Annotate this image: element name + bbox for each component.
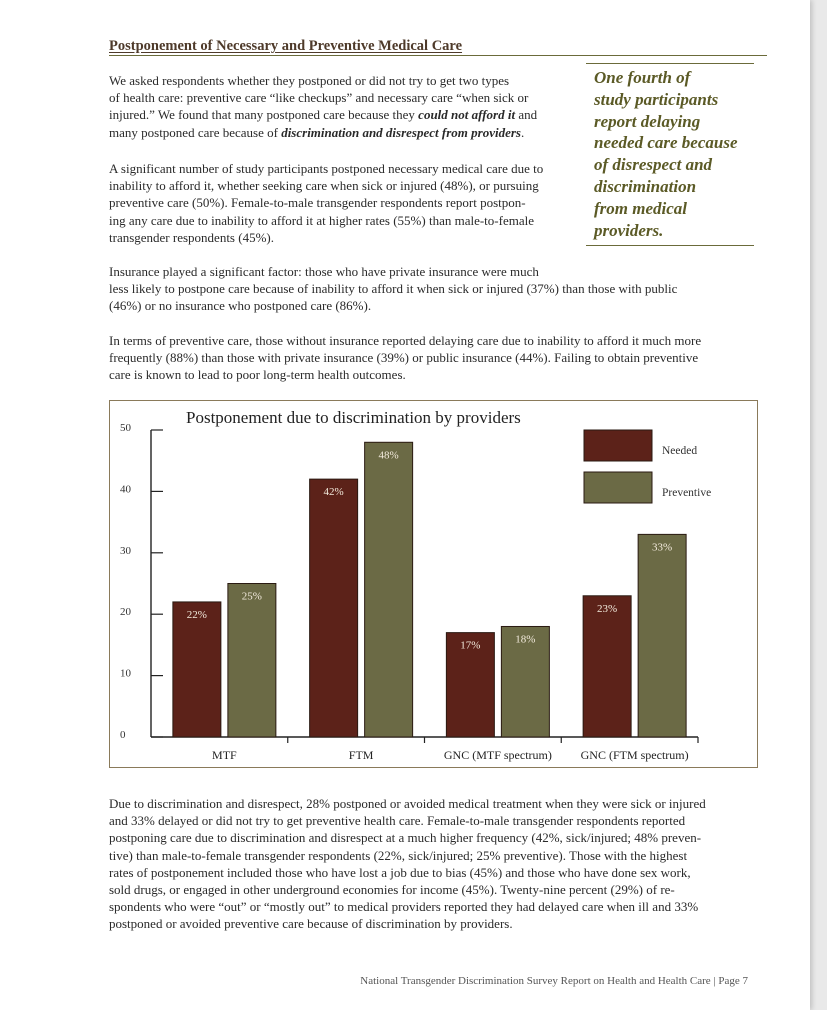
x-tick-label: GNC (FTM spectrum) bbox=[580, 748, 689, 762]
data-label: 25% bbox=[241, 590, 262, 603]
text-line: rates of postponement included those who have lost a job due to bias (45%) and those who have done sex work, bbox=[109, 864, 691, 880]
text-line: care is known to lead to poor long-term health outcomes. bbox=[109, 367, 406, 383]
text-line: tive) than male-to-female transgender respondents (22%, sick/injured; 25% preventive). Those with the highest bbox=[109, 847, 688, 863]
legend-label-needed: Needed bbox=[662, 445, 698, 457]
legend-swatch-needed bbox=[584, 430, 652, 461]
pull-quote-line: from medical bbox=[594, 198, 688, 218]
text-line: transgender respondents (45%). bbox=[109, 229, 274, 245]
paragraph-afford bbox=[109, 160, 579, 246]
text-line: We asked respondents whether they postponed or did not try to get two types bbox=[109, 73, 510, 88]
data-label: 42% bbox=[323, 486, 344, 499]
text-line: (46%) or no insurance who postponed care (86%). bbox=[109, 298, 372, 314]
page-footer: National Transgender Discrimination Survey Report on Health and Health Care | Page 7 bbox=[360, 975, 748, 987]
section-heading: Postponement of Necessary and Preventive Medical Care bbox=[109, 38, 463, 54]
y-tick-label: 40 bbox=[120, 483, 131, 496]
text-line: inability to afford it, whether seeking care when sick or injured (48%), or pursuing bbox=[109, 178, 539, 194]
pull-quote-line: One fourth of bbox=[594, 68, 691, 87]
paragraph-insurance bbox=[109, 263, 759, 315]
bar-needed bbox=[310, 479, 358, 737]
y-tick-label: 20 bbox=[120, 606, 131, 619]
paragraph-intro bbox=[109, 72, 579, 141]
text-line: Insurance played a significant factor: those who have private insurance were much bbox=[109, 264, 539, 279]
y-tick-label: 50 bbox=[120, 422, 131, 434]
x-tick-label: MTF bbox=[212, 748, 237, 762]
text-line: In terms of preventive care, those without insurance reported delaying care due to inability to afford it much more bbox=[109, 333, 702, 348]
text-line: frequently (88%) than those with private insurance (39%) or public insurance (44%). Failing to obtain preventive bbox=[109, 350, 699, 366]
emphasis-discrimination: discrimination and disrespect from providers bbox=[281, 124, 521, 140]
bar-preventive bbox=[638, 534, 686, 737]
text-line: preventive care (50%). Female-to-male transgender respondents report postpon- bbox=[109, 195, 526, 211]
text-line: spondents who were “out” or “mostly out” to medical providers reported they had delayed care when ill and 33% bbox=[109, 899, 699, 915]
y-tick-label: 30 bbox=[120, 544, 131, 557]
bar-preventive bbox=[365, 442, 413, 737]
data-label: 18% bbox=[515, 633, 536, 646]
pull-quote-line: report delaying bbox=[594, 111, 701, 131]
text-line: less likely to postpone care because of inability to afford it when sick or injured (37%) than those with public bbox=[109, 281, 678, 297]
bar-chart bbox=[109, 400, 758, 768]
x-tick-label: GNC (MTF spectrum) bbox=[443, 748, 552, 762]
text-line: Due to discrimination and disrespect, 28% postponed or avoided medical treatment when they were sick or injured bbox=[109, 796, 706, 811]
legend-label-preventive: Preventive bbox=[662, 487, 712, 499]
pull-quote bbox=[586, 63, 754, 246]
data-label: 33% bbox=[652, 541, 673, 554]
text-line: injured.” We found that many postponed care because they bbox=[109, 107, 419, 123]
bar-needed bbox=[583, 596, 631, 737]
text-line: A significant number of study participants postponed necessary medical care due to bbox=[109, 161, 544, 176]
x-tick-label: FTM bbox=[348, 748, 374, 762]
bar-needed bbox=[173, 602, 221, 737]
data-label: 23% bbox=[597, 602, 618, 615]
chart-title: Postponement due to discrimination by providers bbox=[186, 408, 521, 427]
y-tick-label: 0 bbox=[120, 729, 126, 741]
data-label: 17% bbox=[460, 639, 481, 652]
text-line: postponing care due to discrimination and disrespect at a much higher frequency (42%, sick/injured; 48% preven- bbox=[109, 830, 702, 846]
paragraph-discrimination bbox=[109, 795, 759, 933]
pull-quote-line: discrimination bbox=[594, 176, 697, 196]
text-line: ing any care due to inability to afford it at higher rates (55%) than male-to-female bbox=[109, 212, 534, 228]
heading-rule bbox=[109, 55, 767, 56]
bar-preventive bbox=[228, 584, 276, 738]
paragraph-preventive bbox=[109, 332, 759, 384]
chart-svg bbox=[110, 401, 759, 769]
text-line: . bbox=[520, 124, 525, 140]
data-label: 48% bbox=[378, 449, 399, 462]
text-line: and 33% delayed or did not try to get preventive health care. Female-to-male transgender respondents reported bbox=[109, 813, 686, 829]
text-line: sold drugs, or engaged in other underground economies for income (45%). Twenty-nine percent (29%) of re- bbox=[109, 882, 675, 898]
pull-quote-line: providers. bbox=[594, 220, 664, 240]
text-line: postponed or avoided preventive care because of discrimination by providers. bbox=[109, 916, 513, 932]
pull-quote-line: study participants bbox=[594, 89, 719, 109]
legend-swatch-preventive bbox=[584, 472, 652, 503]
y-tick-label: 10 bbox=[120, 667, 131, 680]
text-line: many postponed care because of bbox=[109, 124, 282, 140]
pull-quote-line: needed care because bbox=[594, 133, 738, 153]
text-line: of health care: preventive care “like checkups” and necessary care “when sick or bbox=[109, 90, 529, 106]
emphasis-afford: could not afford it bbox=[418, 107, 516, 123]
pull-quote-line: of disrespect and bbox=[594, 155, 713, 175]
text-line: and bbox=[515, 107, 538, 123]
data-label: 22% bbox=[186, 608, 207, 621]
